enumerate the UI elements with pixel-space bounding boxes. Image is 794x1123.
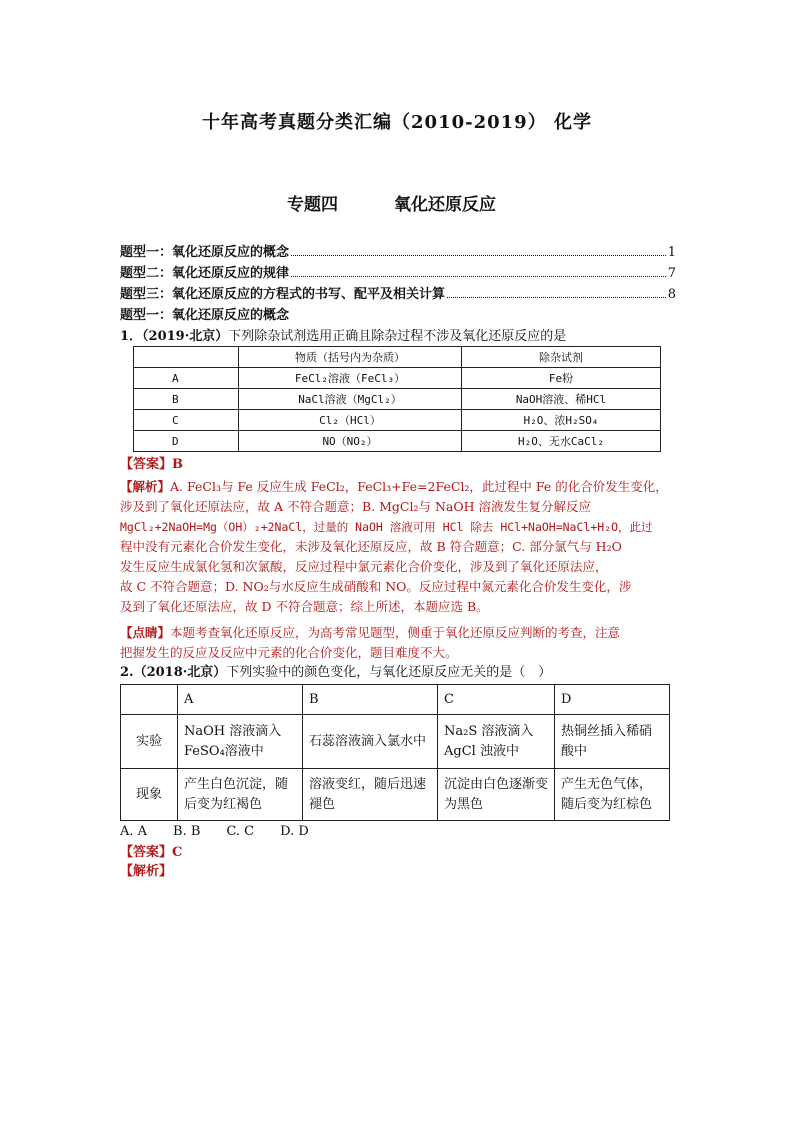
toc-leader xyxy=(447,297,666,298)
table-cell xyxy=(134,347,239,368)
topic-number: 专题四 xyxy=(287,195,338,215)
table-cell: 产生白色沉淀，随后变为红褐色 xyxy=(178,769,303,821)
table-header-row xyxy=(134,347,661,368)
table-cell: 产生无色气体，随后变为红棕色 xyxy=(555,769,670,821)
table-cell: C xyxy=(134,410,239,431)
table-cell: Fe粉 xyxy=(462,368,661,389)
toc-entry-2[interactable] xyxy=(120,263,676,281)
table-row xyxy=(134,389,661,410)
answer-value: C xyxy=(172,845,183,860)
answer-value: B xyxy=(172,457,184,472)
question-2-source: 2.（2018·北京） xyxy=(120,665,227,680)
question-1-source: 1．（2019·北京） xyxy=(120,329,229,344)
table-row xyxy=(121,715,670,769)
table-row xyxy=(121,769,670,821)
question-1 xyxy=(120,327,566,346)
toc-label: 题型一：氧化还原反应的概念 xyxy=(120,245,290,260)
table-row-label: 现象 xyxy=(121,769,178,821)
question-2-table xyxy=(120,684,670,821)
table-cell: NaOH 溶液滴入 FeSO₄溶液中 xyxy=(178,715,303,769)
table-header: 除杂试剂 xyxy=(462,347,661,368)
table-cell: 沉淀由白色逐渐变为黑色 xyxy=(438,769,555,821)
table-header: A xyxy=(178,685,303,715)
table-row xyxy=(134,368,661,389)
table-row xyxy=(134,431,661,452)
table-header: D xyxy=(555,685,670,715)
question-2-text: 下列实验中的颜色变化，与氧化还原反应无关的是（ ） xyxy=(226,665,552,680)
toc-page: 8 xyxy=(667,287,676,302)
question-2-answer: 【答案】C xyxy=(120,845,183,860)
toc-entry-3[interactable] xyxy=(120,284,676,302)
table-header: 物质（括号内为杂质） xyxy=(239,347,462,368)
question-1-answer: 【答案】B xyxy=(120,457,184,472)
toc-leader xyxy=(291,255,666,256)
toc-entry-1[interactable] xyxy=(120,242,676,260)
table-cell: 热铜丝插入稀硝酸中 xyxy=(555,715,670,769)
analysis-label: 【解析】 xyxy=(120,479,171,494)
topic-name: 氧化还原反应 xyxy=(394,195,496,215)
table-header-row xyxy=(121,685,670,715)
table-cell: 溶液变红，随后迅速褪色 xyxy=(303,769,438,821)
question-2 xyxy=(120,663,551,682)
question-1-text: 下列除杂试剂选用正确且除杂过程不涉及氧化还原反应的是 xyxy=(228,329,567,344)
question-2-options: A. A B. B C. C D. D xyxy=(120,824,309,839)
table-cell: B xyxy=(134,389,239,410)
table-cell: H₂O、浓H₂SO₄ xyxy=(462,410,661,431)
section-heading: 题型一：氧化还原反应的概念 xyxy=(120,308,290,323)
comment-label: 【点睛】 xyxy=(120,625,171,640)
question-1-analysis: 【解析】A. FeCl₃与 Fe 反应生成 FeCl₂，FeCl₃+Fe=2FeCl₂，此过程中 Fe 的化合价发生变化， 涉及到了氧化还原法应，故 A 不符合题意；B. MgCl₂与 NaOH 溶液发生复分解反应 MgCl₂+2NaOH=Mg（OH）₂+2NaCl，过量的 NaOH 溶液可用 HCl 除去 HCl+NaOH=NaCl+H₂O，此过 程中没有元素化合价发生变化，未涉及氧化还原反应，故 B 符合题意；C. 部分氯气与 H₂O 发生反应生成氯化氢和次氯酸，反应过程中氯元素化合价变化，涉及到了氧化还原法应， 故 C 不符合题意；D. NO₂与水反应生成硝酸和 NO。反应过程中氮元素化合价发生变化，涉 及到了氧化还原法应，故 D 不符合题意；综上所述，本题应选 B。 xyxy=(120,479,668,614)
table-cell xyxy=(121,685,178,715)
question-1-comment: 【点睛】本题考查氧化还原反应，为高考常见题型，侧重于氧化还原反应判断的考查，注意 把握发生的反应及反应中元素的化合价变化，题目难度不大。 xyxy=(120,625,621,660)
document-title: 十年高考真题分类汇编（2010-2019） 化学 xyxy=(202,112,592,133)
table-cell: 石蕊溶液滴入氯水中 xyxy=(303,715,438,769)
toc-page: 1 xyxy=(667,245,676,260)
question-2-analysis-label: 【解析】 xyxy=(120,864,173,879)
toc-leader xyxy=(291,276,666,277)
table-row-label: 实验 xyxy=(121,715,178,769)
table-row xyxy=(134,410,661,431)
table-cell: NaCl溶液（MgCl₂） xyxy=(239,389,462,410)
table-cell: NaOH溶液、稀HCl xyxy=(462,389,661,410)
table-cell: A xyxy=(134,368,239,389)
toc-label: 题型三：氧化还原反应的方程式的书写、配平及相关计算 xyxy=(120,287,446,302)
question-1-table xyxy=(133,346,661,452)
table-cell: NO（NO₂） xyxy=(239,431,462,452)
table-header: C xyxy=(438,685,555,715)
table-header: B xyxy=(303,685,438,715)
table-cell: Cl₂（HCl） xyxy=(239,410,462,431)
table-cell: H₂O、无水CaCl₂ xyxy=(462,431,661,452)
table-cell: D xyxy=(134,431,239,452)
toc-page: 7 xyxy=(667,266,676,281)
table-cell: Na₂S 溶液滴入 AgCl 浊液中 xyxy=(438,715,555,769)
table-cell: FeCl₂溶液（FeCl₃） xyxy=(239,368,462,389)
toc-label: 题型二：氧化还原反应的规律 xyxy=(120,266,290,281)
